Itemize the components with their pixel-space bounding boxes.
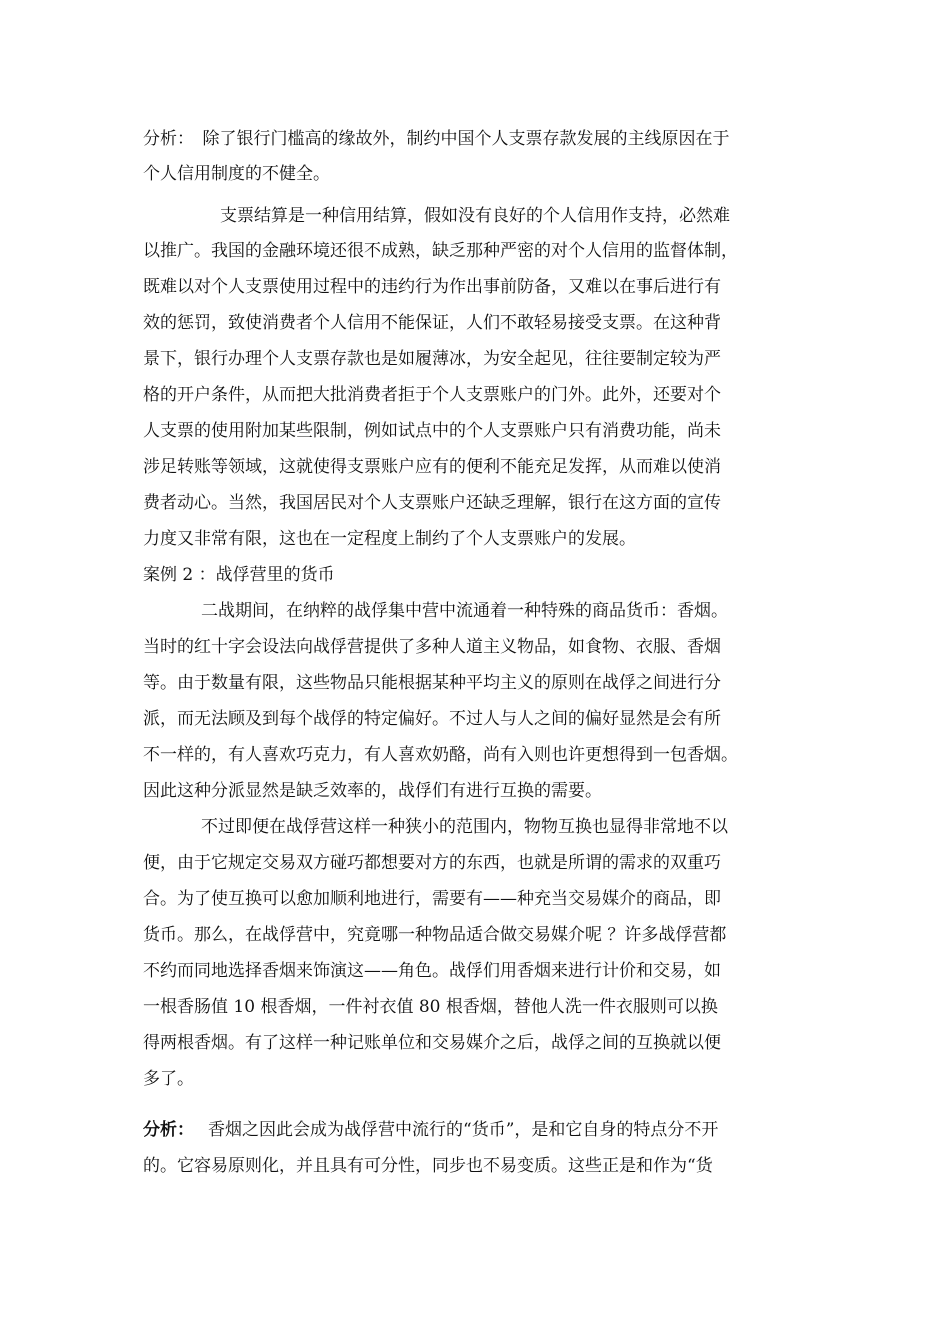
case-heading: 案例 2 ：战俘营里的货币 — [143, 565, 335, 585]
text-line-12: 力度又非常有限，这也在一定程度上制约了个人支票账户的发展。 — [143, 529, 636, 549]
text-line-20: 不过即便在战俘营这样一种狭小的范围内，物物互换也显得非常地不以 — [201, 817, 728, 837]
text-line-26: 得两根香烟。有了这样一种记账单位和交易媒介之后，战俘之间的互换就以便 — [143, 1033, 721, 1053]
text-line-29: 的。它容易原则化，并且具有可分性，同步也不易变质。这些正是和作为“货 — [143, 1156, 713, 1176]
text-line-7: 景下，银行办理个人支票存款也是如履薄冰，为安全起见，往往要制定较为严 — [143, 349, 721, 369]
text-line-11: 费者动心。当然，我国居民对个人支票账户还缺乏理解，银行在这方面的宣传 — [143, 493, 721, 513]
text-line-1: 分析： 除了银行门槛高的缘故外，制约中国个人支票存款发展的主线原因在于 — [143, 129, 730, 149]
text-line-3: 支票结算是一种信用结算，假如没有良好的个人信用作支持，必然难 — [220, 206, 730, 226]
text-line-18: 不一样的，有人喜欢巧克力，有人喜欢奶酪，尚有入则也许更想得到一包香烟。 — [143, 745, 738, 765]
text-line-24: 不约而同地选择香烟来饰演这——角色。战俘们用香烟来进行计价和交易，如 — [143, 961, 721, 981]
text-line-5: 既难以对个人支票使用过程中的违约行为作出事前防备，又难以在事后进行有 — [143, 277, 721, 297]
analysis-label: 分析： — [143, 1120, 194, 1140]
text-line-10: 涉足转账等领域，这就使得支票账户应有的便利不能充足发挥，从而难以使消 — [143, 457, 721, 477]
text-line-2: 个人信用制度的不健全。 — [143, 164, 330, 184]
text-line-14: 二战期间，在纳粹的战俘集中营中流通着一种特殊的商品货币：香烟。 — [201, 601, 728, 621]
text-line-25: 一根香肠值 10 根香烟，一件衬衣值 80 根香烟，替他人洗一件衣服则可以换 — [143, 997, 718, 1017]
text-line-16: 等。由于数量有限，这些物品只能根据某种平均主义的原则在战俘之间进行分 — [143, 673, 721, 693]
text-line-22: 合。为了使互换可以愈加顺利地进行，需要有——种充当交易媒介的商品，即 — [143, 889, 721, 909]
text-line-27: 多了。 — [143, 1069, 194, 1089]
text-line-9: 人支票的使用附加某些限制，例如试点中的个人支票账户只有消费功能，尚未 — [143, 421, 721, 441]
text-line-28: 香烟之因此会成为战俘营中流行的“货币”，是和它自身的特点分不开 — [208, 1120, 719, 1140]
text-line-8: 格的开户条件，从而把大批消费者拒于个人支票账户的门外。此外，还要对个 — [143, 385, 721, 405]
analysis-line — [143, 1118, 718, 1142]
text-line-4: 以推广。我国的金融环境还很不成熟，缺乏那种严密的对个人信用的监督体制， — [143, 241, 738, 261]
text-line-23: 货币。那么，在战俘营中，究竟哪一种物品适合做交易媒介呢 ？许多战俘营都 — [143, 925, 727, 945]
text-line-15: 当时的红十字会设法向战俘营提供了多种人道主义物品，如食物、衣服、香烟 — [143, 637, 721, 657]
text-line-21: 便，由于它规定交易双方碰巧都想要对方的东西，也就是所谓的需求的双重巧 — [143, 853, 721, 873]
text-line-6: 效的惩罚，致使消费者个人信用不能保证，人们不敢轻易接受支票。在这种背 — [143, 313, 721, 333]
text-line-19: 因此这种分派显然是缺乏效率的，战俘们有进行互换的需要。 — [143, 781, 602, 801]
text-line-17: 派，而无法顾及到每个战俘的特定偏好。不过人与人之间的偏好显然是会有所 — [143, 709, 721, 729]
